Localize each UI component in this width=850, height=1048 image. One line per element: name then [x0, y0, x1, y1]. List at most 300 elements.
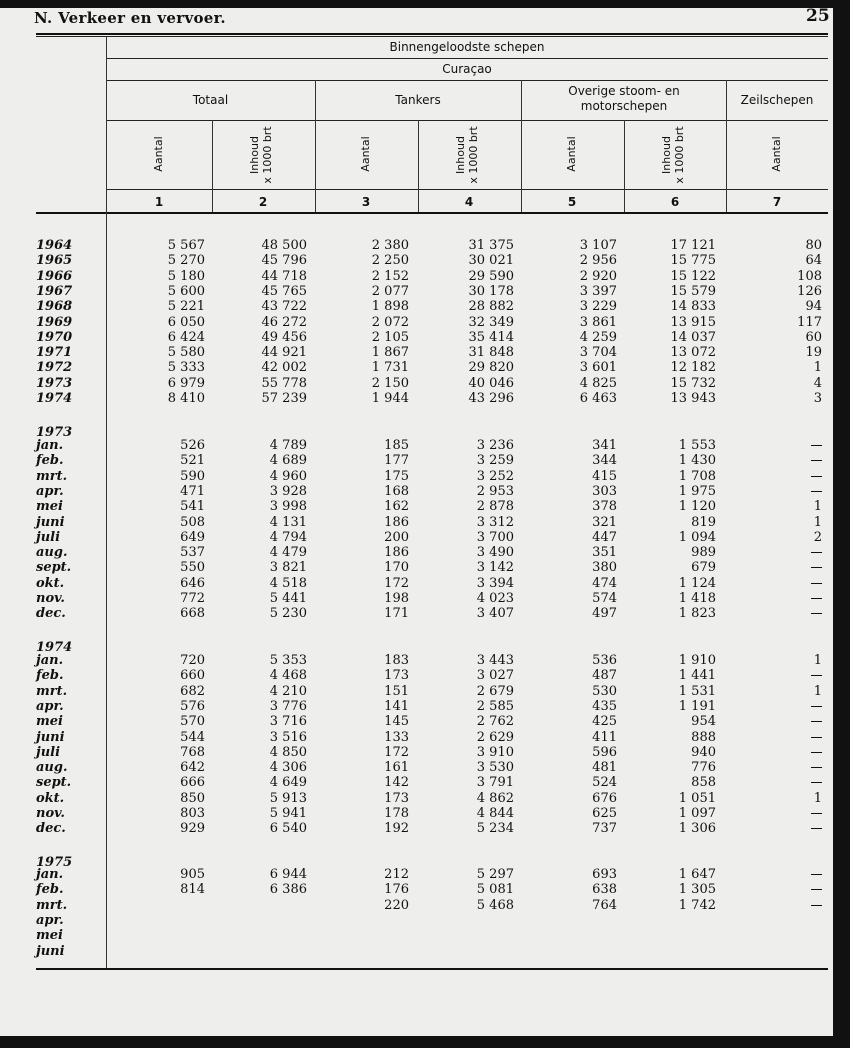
table-cell: 46 272	[261, 314, 307, 330]
table-cell: 3 516	[269, 729, 307, 745]
divider-tankers-overige	[521, 80, 522, 212]
table-cell: 178	[384, 806, 409, 821]
group-overige: Overige stoom- en motorschepen	[568, 84, 680, 113]
table-cell: 3 443	[476, 653, 514, 668]
table-cell: 13 915	[670, 314, 716, 330]
table-cell: 521	[180, 453, 205, 469]
row-label: apr.	[36, 483, 64, 499]
table-cell: 4 479	[269, 545, 307, 561]
table-cell: 3 910	[476, 744, 514, 760]
table-cell: 1	[813, 790, 822, 806]
scan-border-bottom	[0, 1036, 850, 1048]
row-label: feb.	[36, 882, 64, 898]
table-cell: 1 867	[371, 345, 409, 361]
table-cell: 574	[592, 591, 617, 606]
table-cell: 3 704	[579, 345, 617, 361]
table-cell: 151	[384, 683, 409, 699]
table-cell: 668	[180, 606, 205, 622]
table-cell: 378	[592, 499, 617, 515]
table-cell: 303	[592, 483, 617, 499]
table-cell: 3 142	[476, 560, 514, 576]
table-cell: 570	[180, 714, 205, 730]
table-cell: 660	[180, 668, 205, 684]
subhead-aantal-5: Aantal	[565, 136, 578, 172]
row-label: sept.	[36, 775, 72, 791]
dash-mark	[811, 828, 822, 829]
table-cell: 5 441	[269, 591, 307, 606]
table-cell: 4 210	[269, 683, 307, 699]
table-cell: 481	[592, 760, 617, 776]
table-cell: 576	[180, 698, 205, 714]
row-label: juni	[36, 729, 65, 745]
table-cell: 1 944	[371, 391, 409, 406]
row-label: mrt.	[36, 897, 68, 913]
table-cell: 15 579	[670, 283, 716, 299]
table-cell: 2 629	[476, 729, 514, 745]
table-cell: 3 861	[579, 314, 617, 330]
divider-c1-c2	[212, 120, 213, 212]
table-cell: 6 979	[167, 375, 205, 391]
table-cell: 3 791	[476, 775, 514, 791]
table-cell: 676	[592, 790, 617, 806]
table-cell: 940	[691, 744, 716, 760]
table-cell: 814	[180, 882, 205, 898]
stub-divider	[106, 36, 107, 968]
column-number: 5	[567, 195, 577, 209]
table-cell: 1 898	[371, 299, 409, 315]
row-label: mrt.	[36, 683, 68, 699]
row-label: juni	[36, 943, 65, 959]
table-cell-dash	[811, 730, 822, 745]
table-cell: 171	[384, 606, 409, 622]
row-label: jan.	[36, 653, 64, 668]
table-cell: 3 776	[269, 698, 307, 714]
row-label: sept.	[36, 560, 72, 576]
table-cell: 15 122	[670, 268, 716, 284]
table-cell: 60	[805, 329, 822, 345]
table-cell: 5 600	[167, 283, 205, 299]
table-cell: 3 700	[476, 529, 514, 545]
table-cell: 3 928	[269, 483, 307, 499]
table-cell: 32 349	[468, 314, 514, 330]
table-cell: 1 097	[678, 806, 716, 821]
table-cell: 693	[592, 867, 617, 882]
table-cell: 2 956	[579, 253, 617, 269]
table-cell: 29 590	[468, 268, 514, 284]
table-cell: 3 229	[579, 299, 617, 315]
table-cell: 1 094	[678, 529, 716, 545]
table-cell: 2 878	[476, 499, 514, 515]
table-cell: 679	[691, 560, 716, 576]
table-cell: 3	[813, 391, 822, 406]
table-cell: 40 046	[468, 375, 514, 391]
table-cell: 415	[592, 468, 617, 484]
table-cell: 764	[592, 897, 617, 913]
table-cell-dash	[811, 438, 822, 453]
table-cell: 1	[813, 499, 822, 515]
table-cell: 212	[384, 867, 409, 882]
table-cell: 57 239	[261, 391, 307, 406]
table-cell: 2 679	[476, 683, 514, 699]
column-number: 3	[361, 195, 371, 209]
table-cell: 31 375	[468, 238, 514, 253]
table-cell: 126	[797, 283, 822, 299]
row-label: 1970	[36, 329, 73, 345]
row-label: dec.	[36, 606, 66, 622]
table-cell-dash	[811, 775, 822, 790]
table-cell: 142	[384, 775, 409, 791]
table-cell: 888	[691, 729, 716, 745]
subhead-aantal-1: Aantal	[152, 136, 165, 172]
row-label: 1965	[36, 253, 73, 269]
table-cell: 590	[180, 468, 205, 484]
row-label: nov.	[36, 591, 65, 606]
table-cell: 4 518	[269, 575, 307, 591]
table-cell: 4 850	[269, 744, 307, 760]
table-subtitle: Curaçao	[442, 62, 492, 76]
row-label: 1974	[36, 391, 73, 406]
row-label: feb.	[36, 453, 64, 469]
table-cell: 1 124	[678, 575, 716, 591]
table-cell: 646	[180, 575, 205, 591]
table-cell: 108	[797, 268, 822, 284]
table-cell: 173	[384, 668, 409, 684]
dash-mark	[811, 889, 822, 890]
subhead-aantal-7: Aantal	[770, 136, 783, 172]
table-cell: 1 823	[678, 606, 716, 622]
table-cell: 1 531	[678, 683, 716, 699]
dash-mark	[811, 737, 822, 738]
table-cell: 2 380	[371, 238, 409, 253]
table-cell: 13 943	[670, 391, 716, 406]
row-label: okt.	[36, 790, 65, 806]
table-cell-dash	[811, 560, 822, 575]
table-cell: 1 975	[678, 483, 716, 499]
section-title: N. Verkeer en vervoer.	[34, 9, 226, 27]
subhead-inhoud-4	[454, 115, 482, 195]
table-cell: 508	[180, 514, 205, 530]
table-cell: 44 718	[261, 268, 307, 284]
table-cell: 666	[180, 775, 205, 791]
dash-mark	[811, 782, 822, 783]
table-cell: 2 920	[579, 268, 617, 284]
row-label: 1971	[36, 345, 73, 361]
dash-mark	[811, 721, 822, 722]
table-cell: 411	[592, 729, 617, 745]
table-cell: 819	[691, 514, 716, 530]
rule-under-subtitle	[106, 80, 828, 81]
rule-under-colnums	[36, 212, 828, 214]
table-cell-dash	[811, 898, 822, 913]
table-cell: 42 002	[261, 360, 307, 376]
table-cell: 55 778	[261, 375, 307, 391]
table-cell: 544	[180, 729, 205, 745]
table-cell: 5 221	[167, 299, 205, 315]
table-cell: 1 708	[678, 468, 716, 484]
table-cell: 5 234	[476, 821, 514, 837]
table-cell: 176	[384, 882, 409, 898]
page-number: 25	[806, 6, 830, 26]
table-cell-dash	[811, 714, 822, 729]
divider-c3-c4	[418, 120, 419, 212]
table-cell: 1	[813, 683, 822, 699]
table-cell: 5 580	[167, 345, 205, 361]
table-cell: 2 152	[371, 268, 409, 284]
table-cell: 1 910	[678, 653, 716, 668]
table-cell: 2 585	[476, 698, 514, 714]
row-label: juli	[36, 529, 61, 545]
subhead-inhoud-6	[660, 115, 688, 195]
table-cell: 4 825	[579, 375, 617, 391]
row-label: mrt.	[36, 468, 68, 484]
subhead-inhoud-4-line1: Inhoud	[454, 136, 467, 174]
table-cell: 3 236	[476, 438, 514, 453]
table-cell-dash	[811, 760, 822, 775]
table-cell: 15 775	[670, 253, 716, 269]
row-label: mei	[36, 928, 63, 944]
table-cell: 1 305	[678, 882, 716, 898]
table-cell: 550	[180, 560, 205, 576]
table-cell: 141	[384, 698, 409, 714]
table-cell: 6 386	[269, 882, 307, 898]
table-cell: 43 722	[261, 299, 307, 315]
table-cell: 905	[180, 867, 205, 882]
table-cell: 6 540	[269, 821, 307, 837]
column-number: 4	[464, 195, 474, 209]
table-cell-dash	[811, 591, 822, 606]
dash-mark	[811, 767, 822, 768]
table-cell: 5 180	[167, 268, 205, 284]
table-cell: 5 567	[167, 238, 205, 253]
table-cell: 1 306	[678, 821, 716, 837]
table-cell: 175	[384, 468, 409, 484]
table-cell: 2 150	[371, 375, 409, 391]
table-cell: 35 414	[468, 329, 514, 345]
table-cell: 44 921	[261, 345, 307, 361]
table-cell: 487	[592, 668, 617, 684]
table-cell: 4 789	[269, 438, 307, 453]
table-cell: 198	[384, 591, 409, 606]
table-cell: 14 037	[670, 329, 716, 345]
table-cell: 3 312	[476, 514, 514, 530]
row-label: apr.	[36, 912, 64, 928]
table-cell: 161	[384, 760, 409, 776]
table-cell: 48 500	[261, 238, 307, 253]
table-top-rule-inner	[36, 36, 828, 37]
row-label: apr.	[36, 698, 64, 714]
table-cell: 989	[691, 545, 716, 561]
group-totaal: Totaal	[192, 93, 229, 107]
table-cell: 536	[592, 653, 617, 668]
row-label: 1968	[36, 299, 73, 315]
table-cell: 1 191	[678, 698, 716, 714]
column-number: 2	[258, 195, 268, 209]
table-cell-dash	[811, 668, 822, 683]
subhead-inhoud-2-line2: x 1000 brt	[261, 126, 274, 184]
table-cell: 173	[384, 790, 409, 806]
table-cell: 4 259	[579, 329, 617, 345]
table-cell: 186	[384, 514, 409, 530]
row-label: nov.	[36, 806, 65, 821]
table-cell: 447	[592, 529, 617, 545]
row-label: 1973	[36, 375, 73, 391]
table-cell: 682	[180, 683, 205, 699]
table-cell: 5 941	[269, 806, 307, 821]
table-cell: 625	[592, 806, 617, 821]
table-top-rule	[36, 33, 828, 35]
row-label: 1966	[36, 268, 73, 284]
row-label: 1974	[36, 640, 73, 655]
table-cell: 43 296	[468, 391, 514, 406]
table-cell: 537	[180, 545, 205, 561]
table-cell: 183	[384, 653, 409, 668]
row-label: 1964	[36, 238, 73, 253]
table-cell: 14 833	[670, 299, 716, 315]
row-label: feb.	[36, 668, 64, 684]
table-cell-dash	[811, 867, 822, 882]
table-cell: 200	[384, 529, 409, 545]
table-cell: 776	[691, 760, 716, 776]
table-cell: 172	[384, 575, 409, 591]
table-cell: 1	[813, 653, 822, 668]
table-cell: 803	[180, 806, 205, 821]
table-cell: 13 072	[670, 345, 716, 361]
table-cell: 3 601	[579, 360, 617, 376]
table-cell: 1 418	[678, 591, 716, 606]
dash-mark	[811, 583, 822, 584]
table-cell: 321	[592, 514, 617, 530]
table-cell: 117	[797, 314, 822, 330]
row-label: 1975	[36, 855, 73, 870]
table-cell: 3 027	[476, 668, 514, 684]
table-cell: 4 468	[269, 668, 307, 684]
dash-mark	[811, 752, 822, 753]
table-cell: 5 270	[167, 253, 205, 269]
table-cell: 638	[592, 882, 617, 898]
table-cell: 5 333	[167, 360, 205, 376]
table-cell: 3 821	[269, 560, 307, 576]
table-cell: 2 762	[476, 714, 514, 730]
dash-mark	[811, 905, 822, 906]
table-cell: 1 647	[678, 867, 716, 882]
table-cell: 3 397	[579, 283, 617, 299]
dash-mark	[811, 598, 822, 599]
table-cell: 2 105	[371, 329, 409, 345]
table-cell: 162	[384, 499, 409, 515]
table-cell: 649	[180, 529, 205, 545]
table-cell: 64	[805, 253, 822, 269]
group-zeilschepen: Zeilschepen	[740, 93, 814, 107]
table-cell-dash	[811, 821, 822, 836]
table-cell: 30 178	[468, 283, 514, 299]
table-cell: 1 742	[678, 897, 716, 913]
table-cell: 19	[805, 345, 822, 361]
table-cell-dash	[811, 484, 822, 499]
table-cell: 192	[384, 821, 409, 837]
table-cell: 596	[592, 744, 617, 760]
table-cell-dash	[811, 453, 822, 468]
table-cell: 12 182	[670, 360, 716, 376]
scan-border-right	[833, 0, 850, 1048]
table-cell: 2 077	[371, 283, 409, 299]
table-cell-dash	[811, 806, 822, 821]
table-cell: 31 848	[468, 345, 514, 361]
table-cell: 15 732	[670, 375, 716, 391]
table-cell: 5 468	[476, 897, 514, 913]
table-cell-dash	[811, 699, 822, 714]
table-cell: 168	[384, 483, 409, 499]
dash-mark	[811, 813, 822, 814]
subhead-inhoud-6-line1: Inhoud	[660, 136, 673, 174]
row-label: mei	[36, 499, 63, 515]
row-label: aug.	[36, 760, 68, 776]
table-cell: 3 259	[476, 453, 514, 469]
table-cell: 471	[180, 483, 205, 499]
table-cell: 30 021	[468, 253, 514, 269]
row-label: juni	[36, 514, 65, 530]
row-label: 1967	[36, 283, 73, 299]
table-cell: 341	[592, 438, 617, 453]
table-cell: 530	[592, 683, 617, 699]
table-cell: 4 131	[269, 514, 307, 530]
table-cell: 145	[384, 714, 409, 730]
table-cell: 2	[813, 529, 822, 545]
table-cell: 220	[384, 897, 409, 913]
row-label: 1973	[36, 425, 73, 440]
table-cell: 435	[592, 698, 617, 714]
table-cell: 5 297	[476, 867, 514, 882]
row-label: juli	[36, 744, 61, 760]
table-cell: 720	[180, 653, 205, 668]
table-cell: 737	[592, 821, 617, 837]
table-cell: 4 862	[476, 790, 514, 806]
table-cell: 3 530	[476, 760, 514, 776]
table-cell: 177	[384, 453, 409, 469]
table-cell: 45 796	[261, 253, 307, 269]
table-cell: 425	[592, 714, 617, 730]
table-cell: 2 072	[371, 314, 409, 330]
table-cell: 1 553	[678, 438, 716, 453]
subhead-inhoud-6-line2: x 1000 brt	[673, 126, 686, 184]
row-label: mei	[36, 714, 63, 730]
subhead-inhoud-4-line2: x 1000 brt	[467, 126, 480, 184]
subhead-inhoud-2	[248, 115, 276, 195]
table-cell: 5 913	[269, 790, 307, 806]
table-title: Binnengeloodste schepen	[389, 40, 545, 54]
table-cell-dash	[811, 545, 822, 560]
table-cell-dash	[811, 576, 822, 591]
table-cell: 1 441	[678, 668, 716, 684]
table-cell: 3 107	[579, 238, 617, 253]
subhead-inhoud-2-line1: Inhoud	[248, 136, 261, 174]
table-cell: 954	[691, 714, 716, 730]
table-cell: 1 120	[678, 499, 716, 515]
table-cell: 526	[180, 438, 205, 453]
table-cell: 4 689	[269, 453, 307, 469]
table-cell: 642	[180, 760, 205, 776]
table-cell-dash	[811, 469, 822, 484]
table-cell: 4 023	[476, 591, 514, 606]
table-cell: 94	[805, 299, 822, 315]
table-cell: 80	[805, 238, 822, 253]
table-cell: 5 081	[476, 882, 514, 898]
dash-mark	[811, 706, 822, 707]
dash-mark	[811, 675, 822, 676]
table-cell: 4	[813, 375, 822, 391]
table-cell: 49 456	[261, 329, 307, 345]
table-cell: 850	[180, 790, 205, 806]
table-cell: 351	[592, 545, 617, 561]
